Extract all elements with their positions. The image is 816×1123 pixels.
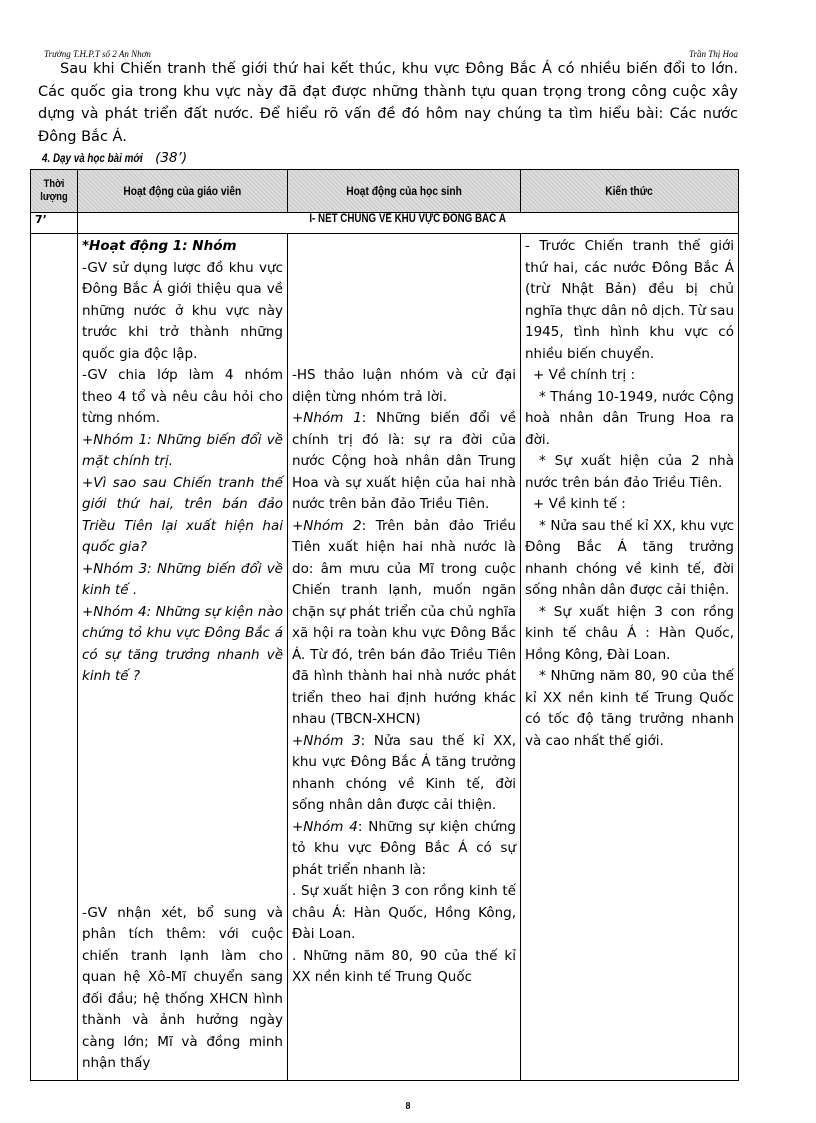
knowledge-p8: * Những năm 80, 90 của thế kỉ XX nền kinh tế Trung Quốc có tốc độ tăng trưởng nhanh và cao nhất thế giới. — [525, 668, 734, 749]
student-cell — [288, 234, 521, 1081]
section-time: (38’) — [155, 150, 188, 166]
table-row-section — [31, 213, 739, 234]
knowledge-p2: + Về chính trị : — [533, 367, 636, 383]
student-n3: +Nhóm 3: Nửa sau thế kỉ XX, khu vực Đông Bắc Á tăng trưởng nhanh chóng về Kinh tế, đời sống nhân dân được cải thiện. — [292, 732, 516, 813]
row-section-title: I- NÉT CHUNG VỀ KHU VỰC ĐÔNG BẮC Á — [78, 213, 739, 234]
knowledge-p1: - Trước Chiến tranh thế giới thứ hai, các nước Đông Bắc Á (trừ Nhật Bản) đều bị chủ nghĩa thực dân nô dịch. Từ sau 1945, tình hình khu vực có nhiều biến chuyển. — [525, 238, 734, 362]
table-header-row — [31, 170, 739, 213]
teacher-q4: +Nhóm 4: Những sự kiện nào chứng tỏ khu vực Đông Bắc á có sự tăng trưởng nhanh về kinh tế ? — [82, 603, 283, 684]
student-n2: +Nhóm 2: Trên bản đảo Triều Tiên xuất hiện hai nhà nước là do: âm mưu của Mĩ trong cuộc Chiến tranh lạnh, muốn ngăn chặn sự phát triển của chủ nghĩa xã hội ra toàn khu vực Đông Bắc Á. Từ đó, trên bán đảo Triều Tiên đã hình thành hai nhà nước phát triển theo hai định hướng khác nhau (TBCN-XHCN) — [292, 517, 516, 727]
student-n1: +Nhóm 1: Những biến đổi về chính trị đó là: sự ra đời của nước Cộng hoà nhân dân Trung Hoa và sự xuất hiện của hai nhà nước trên bản đảo Triều Tiên. — [292, 410, 517, 512]
time-cell-empty — [31, 234, 78, 1081]
student-p1: -HS thảo luận nhóm và cử đại diện từng nhóm trả lời. — [292, 367, 516, 405]
lesson-table — [30, 169, 739, 1081]
teacher-p2: -GV chia lớp làm 4 nhóm theo 4 tổ và nêu câu hỏi cho từng nhóm. — [82, 367, 283, 426]
header-student: Hoạt động của học sinh — [288, 170, 521, 213]
teacher-p3: -GV nhận xét, bổ sung và phân tích thêm: với cuộc chiến tranh lạnh làm cho quan hệ Xô-Mĩ chuyển sang đối đầu; hệ thống XHCN hình thành và ảnh hưởng ngày càng lớn; Mĩ và đồng minh nhận thấy — [82, 904, 283, 1071]
knowledge-p5: + Về kinh tế : — [533, 496, 626, 512]
knowledge-p4: * Sự xuất hiện của 2 nhà nước trên bán đảo Triều Tiên. — [525, 453, 734, 491]
teacher-q2: +Vì sao sau Chiến tranh thế giới thứ hai, trên bán đảo Triều Tiên lại xuất hiện hai quốc gia? — [82, 474, 283, 555]
teacher-q3: +Nhóm 3: Những biến đổi về kinh tế . — [82, 560, 283, 598]
knowledge-p3: * Tháng 10-1949, nước Cộng hoà nhân dân Trung Hoa ra đời. — [525, 388, 734, 448]
student-b2: . Những năm 80, 90 của thế kỉ XX nền kinh tế Trung Quốc — [292, 947, 516, 985]
table-row-content — [31, 234, 739, 1081]
header-teacher: Hoạt động của giáo viên — [78, 170, 288, 213]
teacher-p1: -GV sử dụng lược đồ khu vực Đông Bắc Á giới thiệu qua về những nước ở khu vực này trước khi trở thành những quốc gia độc lập. — [82, 259, 283, 362]
intro-paragraph: Sau khi Chiến tranh thế giới thứ hai kết thúc, khu vực Đông Bắc Á có nhiều biến đổi to lớn. Các quốc gia trong khu vực này đã đạt được những thành tựu quan trọng trong công cuộc xây dựng và phát triển đất nước. Để hiểu rõ vấn đề đó hôm nay chúng ta tìm hiểu bài: Các nước Đông Bắc Á. — [38, 61, 738, 145]
row-time: 7’ — [31, 213, 78, 234]
page-number: 8 — [405, 1101, 411, 1112]
header-school: Trường T.H.P.T số 2 An Nhơn — [44, 49, 151, 59]
knowledge-p7: * Sự xuất hiện 3 con rồng kinh tế châu Á : Hàn Quốc, Hồng Kông, Đài Loan. — [525, 603, 734, 663]
knowledge-p6: * Nửa sau thế kỉ XX, khu vực Đông Bắc Á tăng trưởng nhanh chóng về kinh tế, đời sống nhân dân được cải thiện. — [525, 517, 734, 598]
header-knowledge: Kiến thức — [521, 170, 739, 213]
section-heading — [42, 150, 187, 166]
student-n4: +Nhóm 4: Những sự kiện chứng tỏ khu vực Đông Bắc Á có sự phát triển nhanh là: — [292, 818, 516, 878]
teacher-cell — [78, 234, 288, 1081]
student-b1: . Sự xuất hiện 3 con rồng kinh tế châu Á: Hàn Quốc, Hồng Kông, Đài Loan. — [292, 883, 516, 942]
teacher-q1: +Nhóm 1: Những biến đổi về mặt chính trị. — [82, 431, 283, 469]
knowledge-cell — [521, 234, 739, 1081]
header-author: Trần Thị Hoa — [688, 49, 738, 59]
teacher-activity: *Hoạt động 1: Nhóm — [82, 238, 237, 254]
section-title: 4. Dạy và học bài mới — [42, 151, 143, 165]
header-time: Thời lượng — [31, 170, 78, 213]
